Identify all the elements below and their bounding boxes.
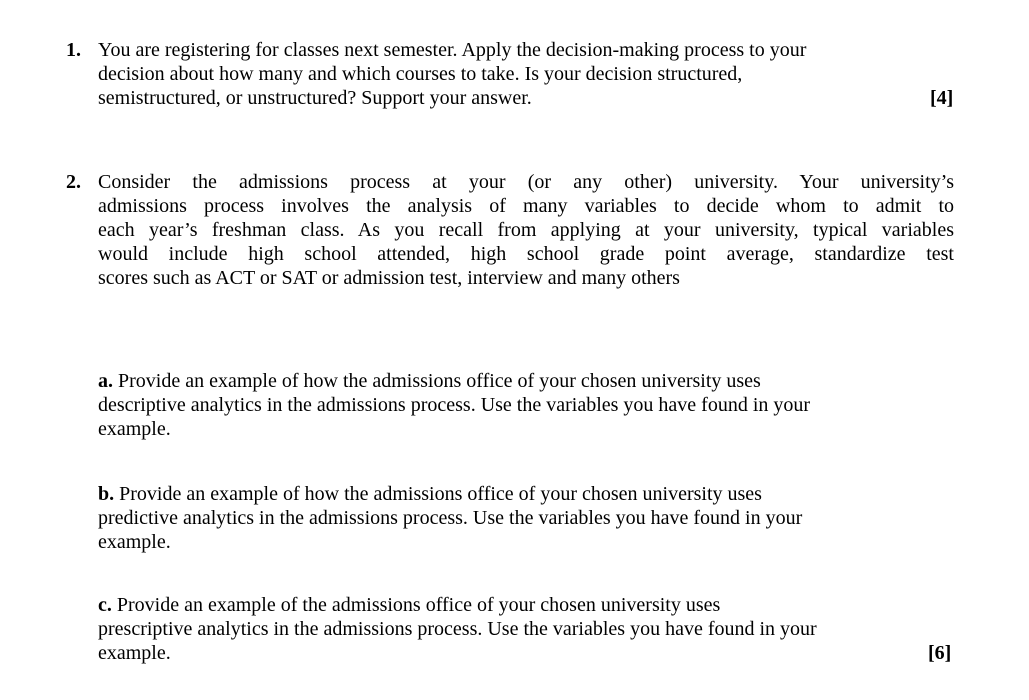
question-number: 1. — [66, 39, 81, 61]
sub-question-label: b. — [98, 483, 115, 505]
sub-question-text: Provide an example of how the admissions office of your chosen university uses — [118, 370, 761, 392]
question-marks: [4] — [930, 87, 954, 109]
sub-question-line: descriptive analytics in the admissions process. Use the variables you have found in your — [98, 394, 811, 416]
sub-question-line: predictive analytics in the admissions process. Use the variables you have found in your — [98, 507, 803, 529]
question-2 — [66, 170, 954, 290]
question-number: 2. — [66, 171, 81, 193]
question-text-line: would include high school attended, high school grade point average, standardize test — [98, 243, 954, 265]
question-text-line: scores such as ACT or SAT or admission test, interview and many others — [98, 267, 680, 289]
sub-question-line: example. — [98, 531, 171, 553]
sub-question-b — [98, 482, 978, 554]
question-text-line: You are registering for classes next semester. Apply the decision-making process to your — [98, 39, 807, 61]
sub-question-text: Provide an example of how the admissions office of your chosen university uses — [119, 483, 762, 505]
question-text-line: decision about how many and which courses to take. Is your decision structured, — [98, 63, 743, 85]
sub-question-line — [98, 369, 978, 393]
sub-question-text: Provide an example of the admissions office of your chosen university uses — [116, 594, 721, 616]
question-marks: [6] — [928, 642, 952, 664]
question-text-line: semistructured, or unstructured? Support your answer. — [98, 87, 532, 109]
question-text-line: admissions process involves the analysis of many variables to decide whom to admit to — [98, 195, 954, 217]
sub-question-a — [98, 369, 978, 441]
sub-question-label: a. — [98, 370, 113, 392]
question-text-line: Consider the admissions process at your (or any other) university. Your university’s — [98, 171, 954, 193]
sub-question-c — [98, 593, 978, 665]
sub-question-line — [98, 593, 978, 617]
question-text-line: each year’s freshman class. As you recall from applying at your university, typical variables — [98, 219, 954, 241]
sub-question-line: example. — [98, 642, 171, 664]
sub-question-line: prescriptive analytics in the admissions process. Use the variables you have found in your — [98, 618, 817, 640]
sub-question-line — [98, 482, 978, 506]
sub-question-line: example. — [98, 418, 171, 440]
question-1 — [66, 38, 978, 110]
sub-question-label: c. — [98, 594, 112, 616]
